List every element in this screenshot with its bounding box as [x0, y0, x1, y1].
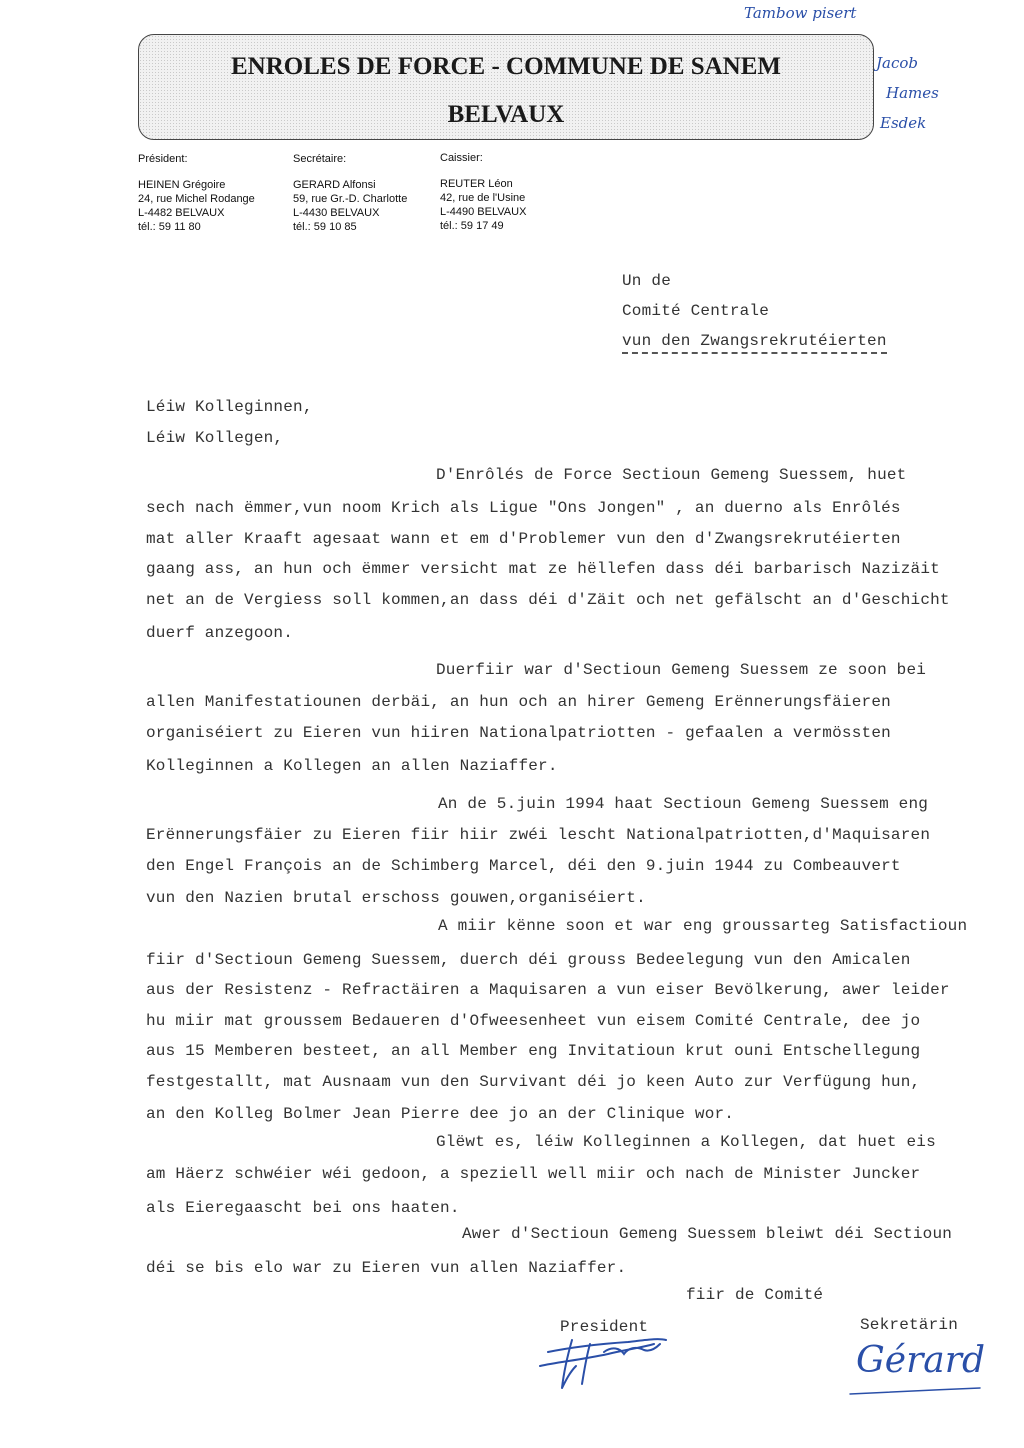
body-line: D'Enrôlés de Force Sectioun Gemeng Suessem, huet — [436, 466, 907, 484]
letterhead — [138, 34, 874, 140]
body-line: Kolleginnen a Kollegen an allen Naziaffer. — [146, 757, 558, 775]
officer-city: L-4430 BELVAUX — [293, 207, 380, 219]
secretary-signature: Gérard — [856, 1340, 985, 1381]
officer-role: Secrétaire: — [293, 153, 347, 165]
officer-city: L-4490 BELVAUX — [440, 206, 527, 218]
officer-address: 42, rue de l'Usine — [440, 192, 526, 204]
body-line: net an de Vergiess soll kommen,an dass déi d'Zäit och net gefälscht an d'Geschicht — [146, 591, 950, 609]
body-line: am Häerz schwéier wéi gedoon, a speziell well miir och nach de Minister Juncker — [146, 1165, 921, 1183]
body-line: Erënnerungsfäier zu Eieren fiir hiir zwéi lescht Nationalpatriotten,d'Maquisaren — [146, 826, 931, 844]
body-line: vun den Nazien brutal erschoss gouwen,organiséiert. — [146, 889, 646, 907]
body-line: Duerfiir war d'Sectioun Gemeng Suessem ze soon bei — [436, 661, 927, 679]
officer-city: L-4482 BELVAUX — [138, 207, 225, 219]
body-line: An de 5.juin 1994 haat Sectioun Gemeng Suessem eng — [438, 795, 929, 813]
officer-phone: tél.: 59 10 85 — [293, 221, 357, 233]
salutation-line-2: Léiw Kollegen, — [146, 429, 284, 447]
officer-address: 59, rue Gr.-D. Charlotte — [293, 193, 408, 205]
body-line: gaang ass, an hun och ëmmer versicht mat ze hëllefen dass déi barbarisch Nazizäit — [146, 560, 940, 578]
recipient-line-2: Comité Centrale — [622, 302, 770, 320]
body-line: Awer d'Sectioun Gemeng Suessem bleiwt déi Sectioun — [462, 1225, 953, 1243]
officer-name: HEINEN Grégoire — [138, 179, 226, 191]
side-name-1: Jacob — [876, 54, 918, 72]
body-line: duerf anzegoon. — [146, 624, 294, 642]
body-line: als Eieregaascht bei ons haaten. — [146, 1199, 460, 1217]
secretary-label: Sekretärin — [860, 1316, 959, 1334]
officer-president — [138, 152, 255, 234]
body-line: organiséiert zu Eieren vun hiiren Nationalpatriotten - gefaalen a vermössten — [146, 724, 891, 742]
body-line: aus 15 Memberen besteet, an all Member eng Invitatioun krut ouni Entschellegung — [146, 1042, 921, 1060]
salutation-line-1: Léiw Kolleginnen, — [146, 398, 313, 416]
officer-role: Caissier: — [440, 152, 483, 164]
body-line: sech nach ëmmer,vun noom Krich als Ligue "Ons Jongen" , an duerno als Enrôlés — [146, 499, 901, 517]
signature-stroke — [850, 1388, 980, 1394]
side-name-2: Hames — [886, 84, 939, 102]
recipient-line-3: vun den Zwangsrekrutéierten — [622, 332, 887, 354]
body-line: hu miir mat groussem Bedaueren d'Ofweesenheet vun eisem Comité Centrale, dee jo — [146, 1012, 921, 1030]
president-label: President — [560, 1318, 649, 1336]
body-line: aus der Resistenz - Refractäiren a Maquisaren a vun eiser Bevölkerung, awer leider — [146, 981, 950, 999]
body-line: den Engel François an de Schimberg Marcel, déi den 9.juin 1944 zu Combeauvert — [146, 857, 901, 875]
secretary-signature-underline — [846, 1384, 986, 1404]
top-right-annotation: Tambow pisert — [744, 4, 857, 22]
letterhead-title: ENROLES DE FORCE - COMMUNE DE SANEM — [230, 53, 782, 80]
signature-stroke — [582, 1344, 590, 1384]
body-line: allen Manifestatiounen derbäi, an hun och an hirer Gemeng Erënnerungsfäieren — [146, 693, 891, 711]
officer-role: Président: — [138, 153, 188, 165]
body-line: déi se bis elo war zu Eieren vun allen Naziaffer. — [146, 1259, 627, 1277]
letterhead-subtitle: BELVAUX — [447, 101, 565, 128]
recipient-line-1: Un de — [622, 272, 672, 290]
officer-address: 24, rue Michel Rodange — [138, 193, 255, 205]
body-line: A miir kënne soon et war eng groussarteg Satisfactioun — [438, 917, 968, 935]
body-line: festgestallt, mat Ausnaam vun den Survivant déi jo keen Auto zur Verfügung hun, — [146, 1073, 921, 1091]
side-name-3: Esdek — [880, 114, 927, 132]
officer-treasurer — [440, 151, 526, 233]
officer-name: REUTER Léon — [440, 178, 513, 190]
body-line: mat aller Kraaft agesaat wann et em d'Problemer vun den d'Zwangsrekrutéierten — [146, 530, 901, 548]
body-line: fiir d'Sectioun Gemeng Suessem, duerch déi grouss Bedeelegung vun den Amicalen — [146, 951, 911, 969]
closing-for-committee: fiir de Comité — [686, 1286, 824, 1304]
officer-phone: tél.: 59 11 80 — [138, 221, 201, 233]
officer-phone: tél.: 59 17 49 — [440, 220, 504, 232]
officer-name: GERARD Alfonsi — [293, 179, 376, 191]
president-signature — [528, 1318, 678, 1398]
body-line: Glëwt es, léiw Kolleginnen a Kollegen, dat huet eis — [436, 1133, 936, 1151]
body-line: an den Kolleg Bolmer Jean Pierre dee jo an der Clinique wor. — [146, 1105, 735, 1123]
officer-secretary — [293, 152, 407, 234]
